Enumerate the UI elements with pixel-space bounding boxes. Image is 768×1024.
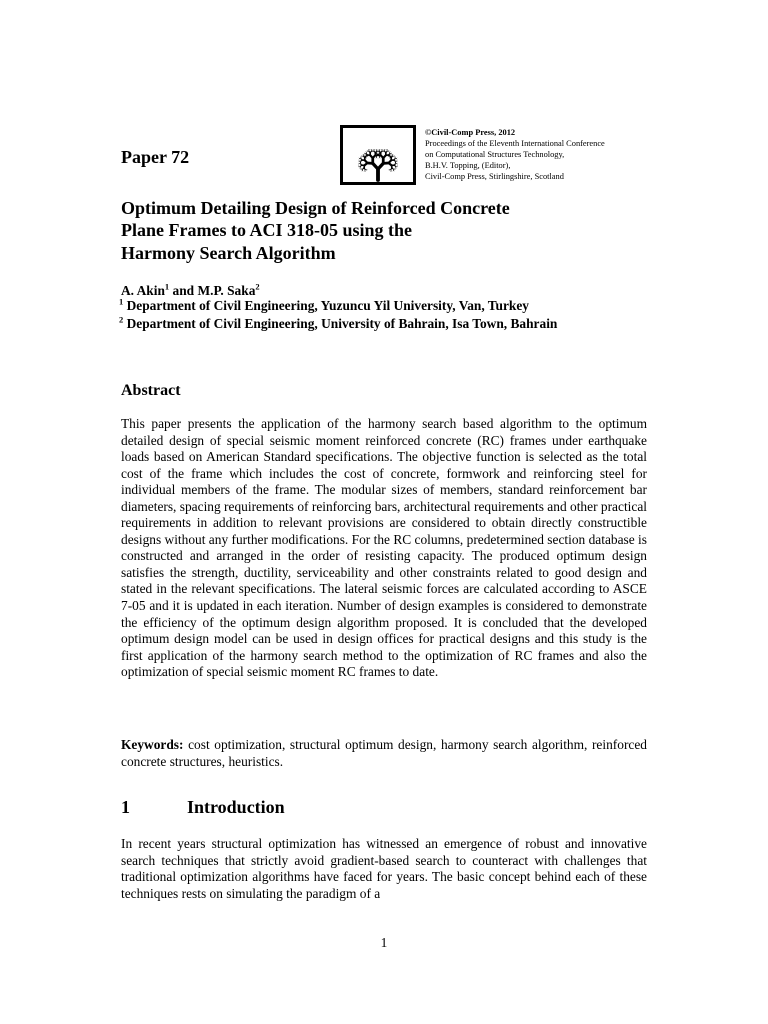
paper-number: Paper 72 <box>121 147 190 167</box>
affiliation <box>119 298 529 314</box>
keywords-label: Keywords: <box>121 737 184 752</box>
imprint-line: Civil-Comp Press, Stirlingshire, Scotland <box>425 171 564 181</box>
publisher-imprint <box>425 128 665 183</box>
introduction-heading <box>121 797 285 818</box>
paper-title <box>121 197 641 264</box>
copyright-line: ©Civil-Comp Press, 2012 <box>425 128 516 137</box>
keywords-text: cost optimization, structural optimum design, harmony search algorithm, reinforced concrete structures, heuristics. <box>121 737 647 769</box>
page-number: 1 <box>380 935 388 950</box>
title-line: Harmony Search Algorithm <box>121 242 336 263</box>
fractal-tree-icon <box>343 128 413 182</box>
abstract-text: This paper presents the application of the harmony search based algorithm to the optimum detailed design of special seismic moment reinforced concrete (RC) frames under earthquake loads based on American Standard specifications. The objective function is selected as the total cost of the frame which includes the cost of concrete, formwork and reinforcing steel for individual members of the frame. The modular sizes of members, standard reinforcement bar diameters, spacing requirements of reinforcing bars, architectural requirements and other practical requirements in addition to relevant provisions are considered to obtain directly constructible designs without any further modifications. For the RC columns, predetermined section database is constructed and arranged in the order of resisting capacity. The produced optimum design satisfies the strength, ductility, serviceability and other constraints related to good design and stated in the relevant specifications. The lateral seismic forces are calculated according to ASCE 7-05 and it is updated in each iteration. Number of design examples is considered to demonstrate the efficiency of the optimum design algorithm proposed. It is concluded that the developed optimum design model can be used in design offices for practical designs and this study is the first application of the harmony search method to the optimization of RC frames and also the optimization of special seismic moment RC frames to date. <box>121 416 647 680</box>
affiliation-marker: 1 <box>164 281 170 292</box>
affiliation-marker: 2 <box>255 281 260 292</box>
introduction-text: In recent years structural optimization has witnessed an emergence of robust and innovative search techniques that strictly avoid gradient-based search to counteract with challenges that traditional optimization algorithms have faced for years. The basic concept behind each of these techniques rests on simulating the paradigm of a <box>121 836 647 901</box>
title-line: Plane Frames to ACI 318-05 using the <box>121 220 412 241</box>
abstract-heading: Abstract <box>121 382 181 399</box>
section-title: Introduction <box>187 797 285 817</box>
imprint-line: Proceedings of the Eleventh International Conference <box>425 138 605 148</box>
author-name: A. Akin <box>121 283 165 298</box>
author-name: M.P. Saka <box>197 283 256 298</box>
imprint-line: B.H.V. Topping, (Editor), <box>425 160 511 170</box>
author-list <box>121 282 260 299</box>
imprint-line: on Computational Structures Technology, <box>425 149 565 159</box>
affiliation-marker: 2 <box>119 314 124 325</box>
section-number: 1 <box>121 797 130 817</box>
affiliation-marker: 1 <box>119 296 124 307</box>
title-line: Optimum Detailing Design of Reinforced Concrete <box>121 198 510 218</box>
author-conjunction: and <box>169 283 198 298</box>
keywords <box>121 737 647 770</box>
affiliation-text: Department of Civil Engineering, University of Bahrain, Isa Town, Bahrain <box>123 316 558 331</box>
affiliation-text: Department of Civil Engineering, Yuzuncu Yil University, Van, Turkey <box>123 298 529 313</box>
civil-comp-logo <box>340 125 416 185</box>
affiliation <box>119 316 557 332</box>
